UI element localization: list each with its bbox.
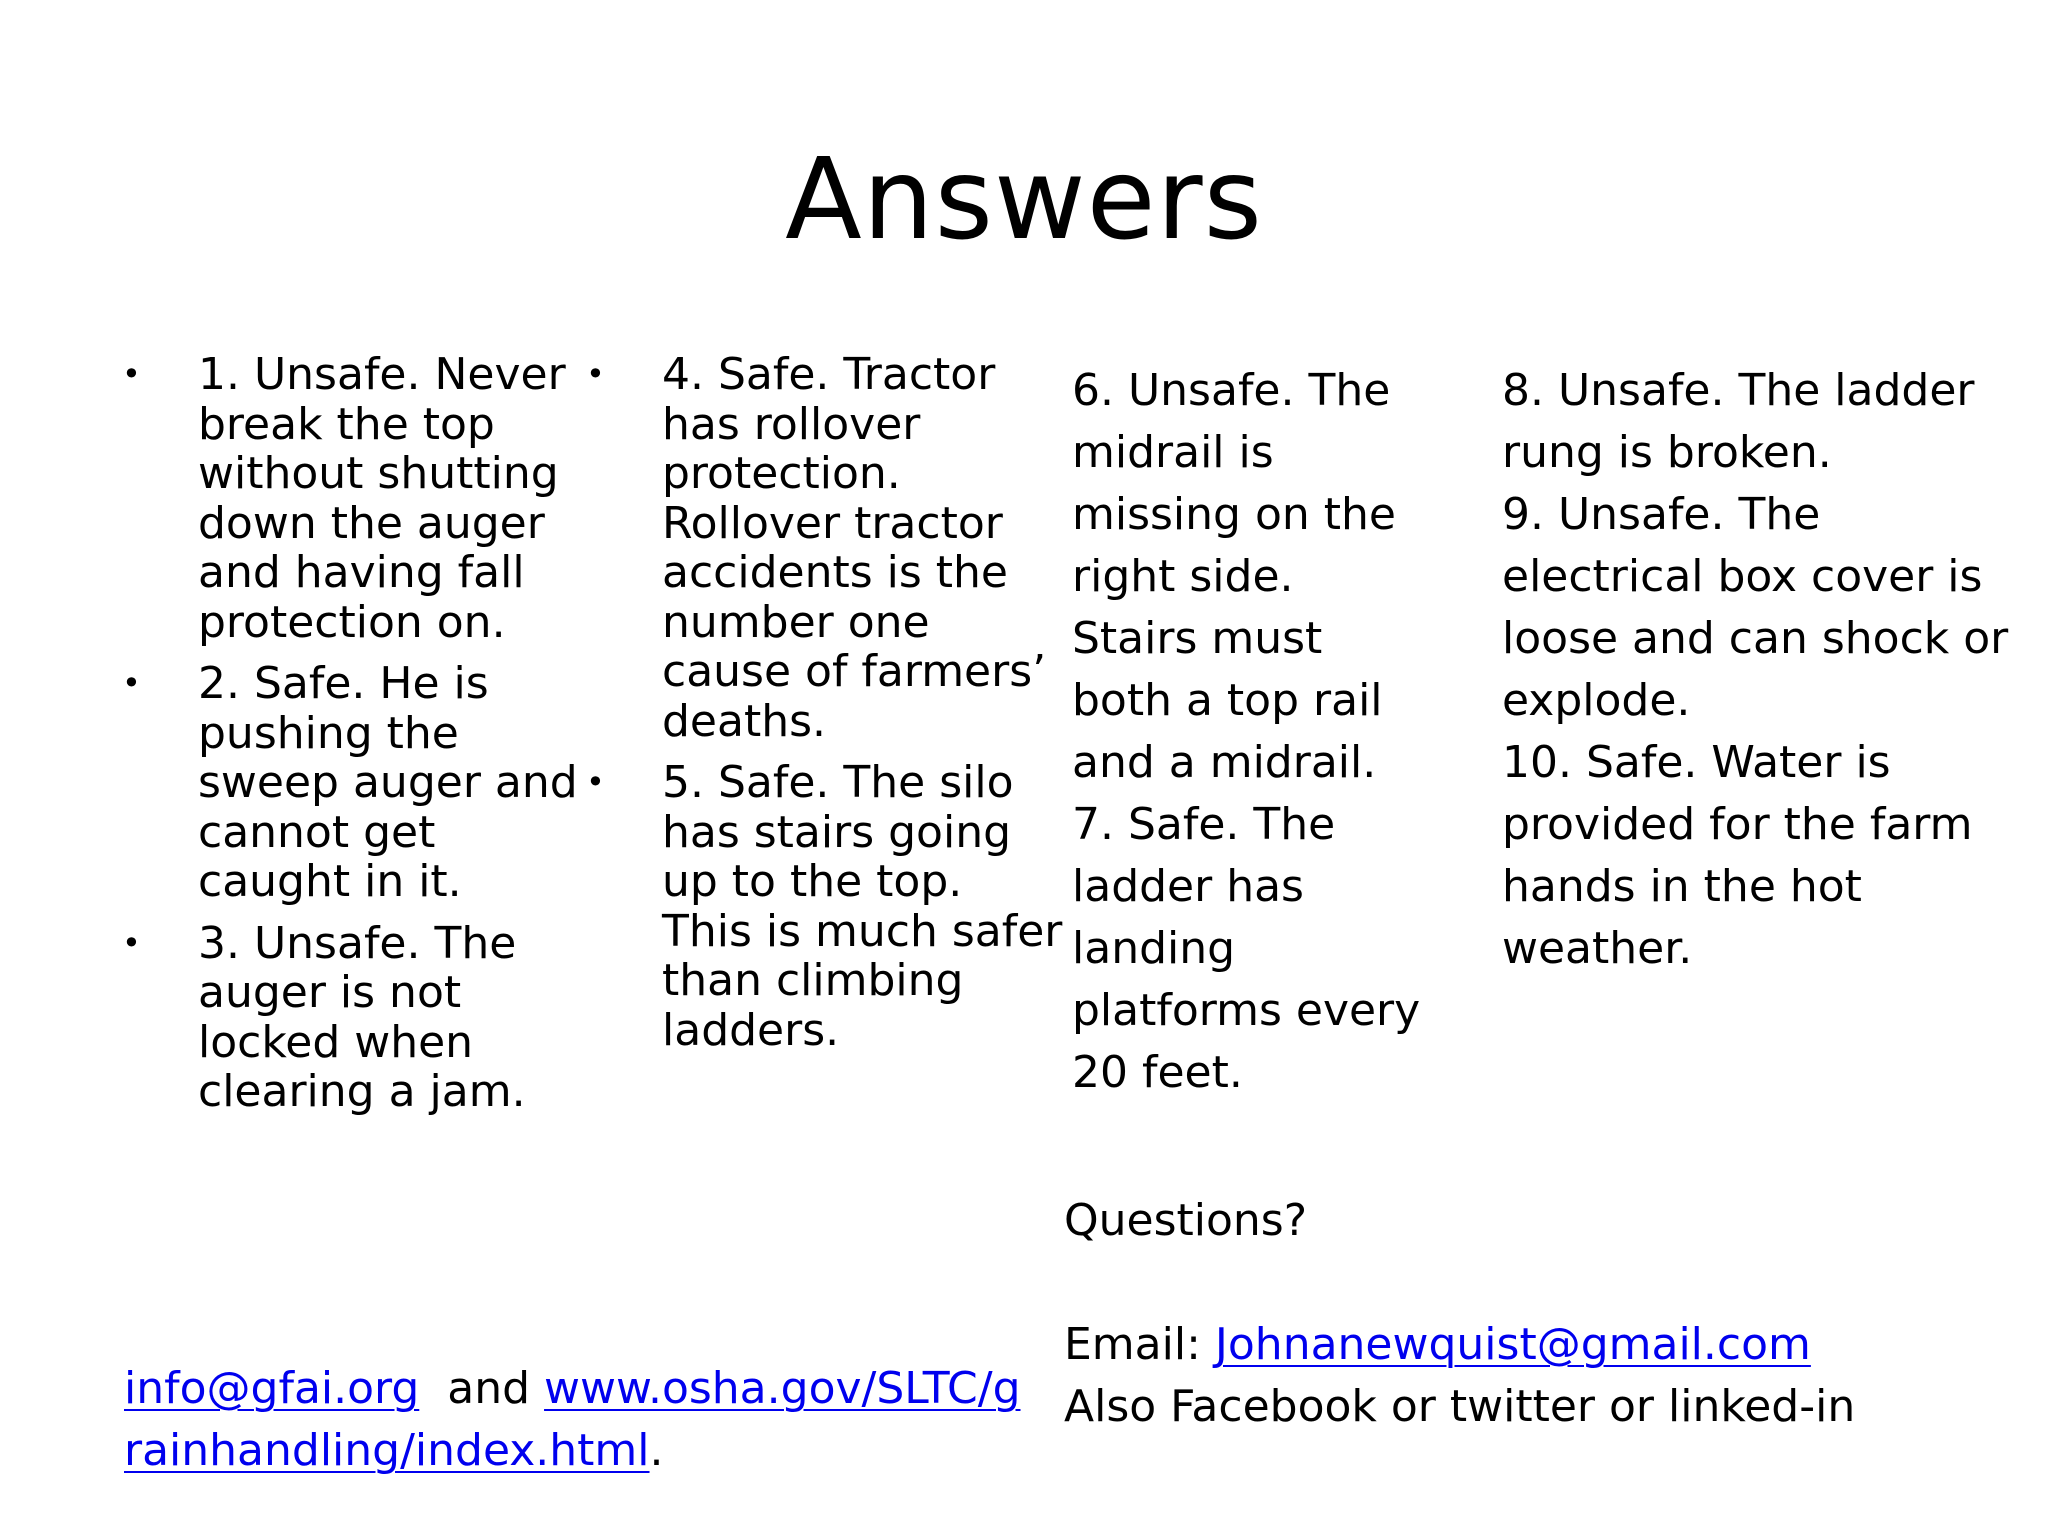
answer-item-1 (122, 350, 582, 647)
questions-heading: Questions? (1064, 1195, 1308, 1246)
answer-item-3 (122, 919, 582, 1117)
answer-text: 3. Unsafe. The auger is not locked when clearing a jam. (198, 917, 526, 1117)
answer-item-2 (122, 659, 582, 907)
gfai-email-link[interactable]: info@gfai.org (124, 1363, 420, 1414)
answer-item-10: 10. Safe. Water is provided for the farm hands in the hot weather. (1502, 737, 1973, 974)
answer-text: 5. Safe. The silo has stairs going up to the top. This is much safer than climbing ladders. (662, 757, 1063, 1056)
bullet-icon: • (122, 664, 141, 702)
answer-item-7: 7. Safe. The ladder has landing platforms every 20 feet. (1072, 799, 1421, 1098)
links-connector: and (447, 1363, 531, 1414)
answer-text: 2. Safe. He is pushing the sweep auger and cannot get caught in it. (198, 658, 578, 907)
bullet-icon: • (122, 355, 141, 393)
answers-column-2 (586, 350, 1066, 1067)
answer-text: 1. Unsafe. Never break the top without shutting down the auger and having fall protection on. (198, 349, 566, 648)
answer-text: 4. Safe. Tractor has rollover protection. Rollover tractor accidents is the number one cause of farmers’ deaths. (662, 349, 1047, 747)
slide-title: Answers (785, 135, 1263, 265)
answer-item-6: 6. Unsafe. The midrail is missing on the right side. Stairs must both a top rail and a midrail. (1072, 365, 1396, 788)
bullet-icon: • (586, 355, 605, 393)
bullet-icon: • (586, 763, 605, 801)
answer-item-8: 8. Unsafe. The ladder rung is broken. (1502, 365, 1975, 478)
answers-column-4 (1502, 360, 2022, 980)
answers-column-3 (1072, 360, 1432, 1104)
contact-email-link[interactable]: Johnanewquist@gmail.com (1214, 1319, 1811, 1370)
social-line: Also Facebook or twitter or linked-in (1064, 1381, 1856, 1432)
contact-info (1064, 1190, 2024, 1438)
email-line (1064, 1314, 2024, 1376)
answers-column-1 (122, 350, 582, 1129)
resource-links (124, 1358, 1024, 1482)
answer-item-4 (586, 350, 1066, 746)
osha-link[interactable]: www.osha.gov/SLTC/grainhandling/index.html (124, 1363, 1021, 1476)
bullet-icon: • (122, 923, 141, 962)
email-label: Email: (1064, 1319, 1201, 1370)
answer-item-5 (586, 758, 1066, 1055)
answer-item-9: 9. Unsafe. The electrical box cover is loose and can shock or explode. (1502, 489, 2009, 726)
spacer (1064, 1252, 2024, 1314)
links-trailing: . (649, 1425, 664, 1476)
